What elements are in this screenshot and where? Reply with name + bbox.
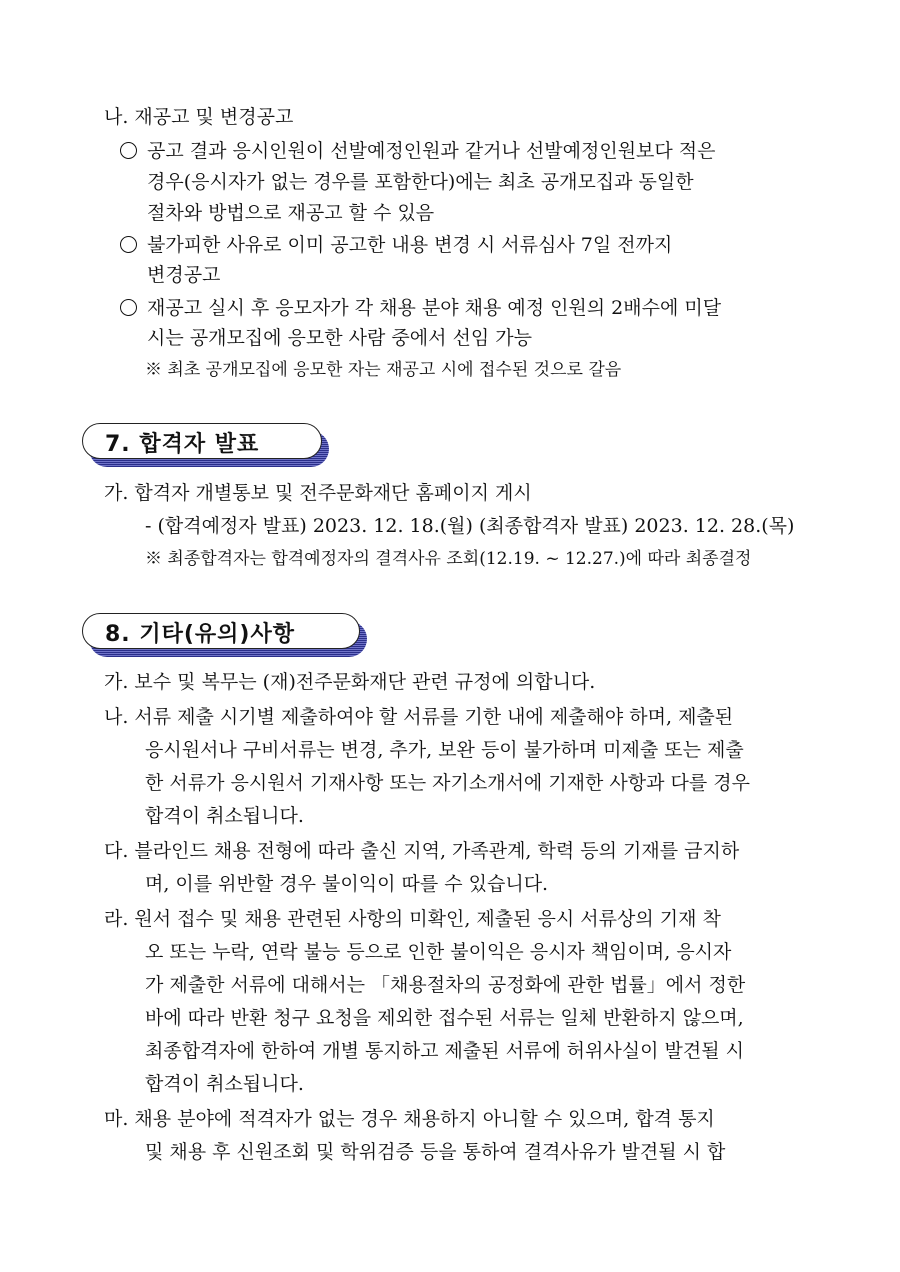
section-7-heading bbox=[82, 423, 322, 459]
section-8-item-na-line-3: 한 서류가 응시원서 기재사항 또는 자기소개서에 기재한 사항과 다를 경우 bbox=[145, 772, 750, 794]
bullet-1-line-1 bbox=[120, 138, 716, 164]
section-8-item-na-line-1: 나. 서류 제출 시기별 제출하여야 할 서류를 기한 내에 제출해야 하며, 제출된 bbox=[104, 706, 734, 728]
section-8-item-ra-line-4: 바에 따라 반환 청구 요청을 제외한 접수된 서류는 일체 반환하지 않으며, bbox=[145, 1007, 744, 1029]
bullet-1-line-3: 절차와 방법으로 재공고 할 수 있음 bbox=[147, 202, 435, 224]
section-8-item-na-line-4: 합격이 취소됩니다. bbox=[145, 805, 304, 827]
bullet-text: 공고 결과 응시인원이 선발예정인원과 같거나 선발예정인원보다 적은 bbox=[147, 140, 716, 162]
section-8-item-da-line-2: 며, 이를 위반할 경우 불이익이 따를 수 있습니다. bbox=[145, 873, 549, 895]
bullet-3-line-1 bbox=[120, 295, 721, 321]
section-7-dates: - (합격예정자 발표) 2023. 12. 18.(월) (최종합격자 발표) 2023. 12. 28.(목) bbox=[145, 515, 795, 537]
bullet-2-line-2: 변경공고 bbox=[147, 264, 221, 286]
circle-bullet-icon bbox=[120, 142, 137, 159]
section-7-item-ga: 가. 합격자 개별통보 및 전주문화재단 홈페이지 게시 bbox=[104, 482, 532, 504]
section-8-heading bbox=[82, 613, 360, 649]
bullet-1-line-2: 경우(응시자가 없는 경우를 포함한다)에는 최초 공개모집과 동일한 bbox=[147, 171, 694, 193]
section-8-item-ra-line-1: 라. 원서 접수 및 채용 관련된 사항의 미확인, 제출된 응시 서류상의 기재 착 bbox=[104, 908, 721, 930]
section-8-item-ga: 가. 보수 및 복무는 (재)전주문화재단 관련 규정에 의합니다. bbox=[104, 671, 596, 693]
section-8-item-ra-line-2: 오 또는 누락, 연락 불능 등으로 인한 불이익은 응시자 책임이며, 응시자 bbox=[145, 941, 732, 963]
section-8-item-ma-line-1: 마. 채용 분야에 적격자가 없는 경우 채용하지 아니할 수 있으며, 합격 통지 bbox=[104, 1108, 715, 1130]
section-8-item-ra-line-5: 최종합격자에 한하여 개별 통지하고 제출된 서류에 허위사실이 발견될 시 bbox=[145, 1040, 744, 1062]
section-8-item-da-line-1: 다. 블라인드 채용 전형에 따라 출신 지역, 가족관계, 학력 등의 기재를 금지하 bbox=[104, 840, 740, 862]
bullet-text: 재공고 실시 후 응모자가 각 채용 분야 채용 예정 인원의 2배수에 미달 bbox=[147, 297, 722, 319]
circle-bullet-icon bbox=[120, 236, 137, 253]
section-7-heading-text: 7. 합격자 발표 bbox=[105, 432, 260, 457]
bullet-3-line-2: 시는 공개모집에 응모한 사람 중에서 선임 가능 bbox=[147, 327, 532, 349]
bullet-2-line-1 bbox=[120, 232, 672, 258]
section-8-item-ra-line-6: 합격이 취소됩니다. bbox=[145, 1073, 304, 1095]
section-8-item-ma-line-2: 및 채용 후 신원조회 및 학위검증 등을 통하여 결격사유가 발견될 시 합 bbox=[145, 1141, 726, 1163]
section-na-note: ※ 최초 공개모집에 응모한 자는 재공고 시에 접수된 것으로 갈음 bbox=[145, 360, 622, 380]
section-8-item-na-line-2: 응시원서나 구비서류는 변경, 추가, 보완 등이 불가하며 미제출 또는 제출 bbox=[145, 739, 744, 761]
section-7-note: ※ 최종합격자는 합격예정자의 결격사유 조회(12.19. ~ 12.27.)에 따라 최종결정 bbox=[145, 549, 752, 569]
section-8-heading-text: 8. 기타(유의)사항 bbox=[105, 622, 295, 647]
circle-bullet-icon bbox=[120, 299, 137, 316]
section-8-item-ra-line-3: 가 제출한 서류에 대해서는 「채용절차의 공정화에 관한 법률」에서 정한 bbox=[145, 974, 746, 996]
section-na-title: 나. 재공고 및 변경공고 bbox=[104, 106, 294, 128]
bullet-text: 불가피한 사유로 이미 공고한 내용 변경 시 서류심사 7일 전까지 bbox=[147, 234, 673, 256]
